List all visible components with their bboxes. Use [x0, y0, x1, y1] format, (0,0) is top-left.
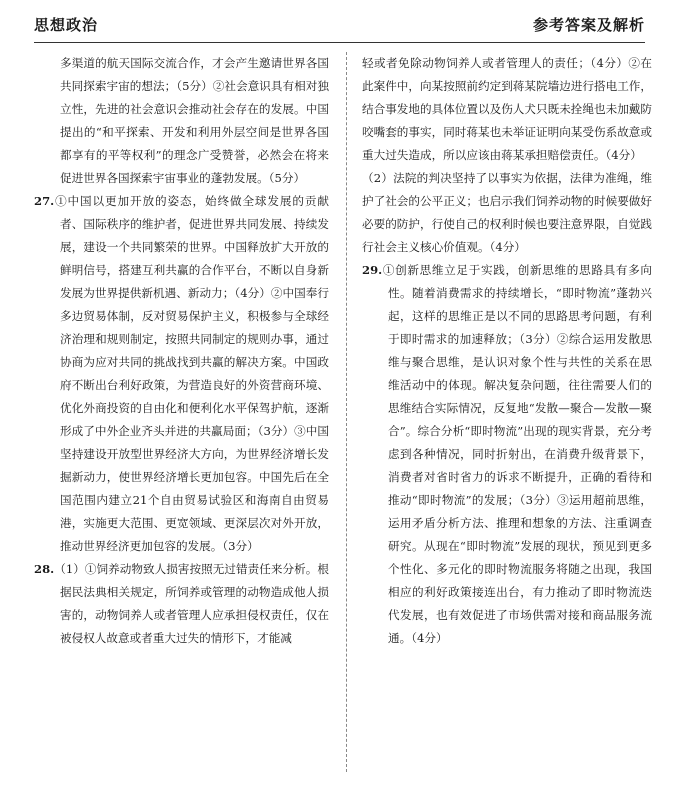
left-column — [34, 52, 329, 650]
answer-28 — [34, 558, 329, 650]
answer-29-text: ①创新思维立足于实践，创新思维的思路具有多向性。随着消费需求的持续增长，“即时物流”蓬勃兴起，这样的思维正是以不同的思路思考问题，有利于即时需求的加速释放；（3分）②综合运用发散思维与聚合思维，是认识对象个性与共性的关系在思维活动中的体现。解决复杂问题，往往需要人们的思维结合实际情况，反复地“发散—聚合—发散—聚合”。综合分析“即时物流”出现的现实背景，充分考虑到各种情况，同时折射出，在消费升级背景下，消费者对省时省力的诉求不断提升，正确的看待和推动“即时物流”的发展；（3分）③运用超前思维，运用矛盾分析方法、推理和想象的方法、注重调查研究。从现在“即时物流”发展的现状，预见到更多个性化、多元化的即时物流服务将随之出现，我国相应的利好政策接连出台，有力推动了即时物流迭代发展，也有效促进了市场供需对接和商品服务流通。（4分） — [382, 263, 652, 645]
page-header — [0, 0, 693, 44]
answer-27 — [34, 190, 329, 558]
subject-title: 思想政治 — [34, 16, 99, 34]
right-column — [362, 52, 652, 650]
answer-28-text: （1）①饲养动物致人损害按照无过错责任来分析。根据民法典相关规定，所饲养或管理的动物造成他人损害的，动物饲养人或者管理人应承担侵权责任，仅在被侵权人故意或者重大过失的情形下，才能减 — [54, 562, 329, 645]
question-number-28: 28. — [34, 562, 55, 576]
header-rule — [34, 42, 645, 43]
answer-28-part-2: （2）法院的判决坚持了以事实为依据，法律为准绳，维护了社会的公平正义；也启示我们饲养动物的时候要做好必要的防护，行使自己的权利时候也要注意界限，自觉践行社会主义核心价值观。（4分） — [362, 171, 652, 254]
section-title: 参考答案及解析 — [532, 16, 645, 34]
question-number-29: 29. — [362, 263, 383, 277]
answer-27-text: ①中国以更加开放的姿态，始终做全球发展的贡献者、国际秩序的维护者，促进世界共同发展、持续发展，建设一个共同繁荣的世界。中国释放扩大开放的鲜明信号，搭建互利共赢的合作平台，不断以自身新发展为世界提供新机遇、新动力；（4分）②中国奉行多边贸易体制，反对贸易保护主义，积极参与全球经济治理和规则制定，按照共同制定的规则办事，通过协商为应对共同的挑战找到共赢的解决方案。中国政府不断出台利好政策，为营造良好的外资营商环境、优化外商投资的自由化和便利化水平保驾护航，逐渐形成了中外企业齐头并进的共赢局面；（3分）③中国坚持建设开放型世界经济大方向，为世界经济增长发掘新动力，使世界经济增长更加包容。中国先后在全国范围内建立21个自由贸易试验区和海南自由贸易港，实施更大范围、更宽领域、更深层次对外开放，推动世界经济更加包容的发展。（3分） — [54, 194, 329, 553]
answer-28-continuation: 轻或者免除动物饲养人或者管理人的责任；（4分）②在此案件中，向某按照前约定到蒋某院墙边进行搭电工作，结合事发地的具体位置以及伤人犬只既未拴绳也未加戴防咬嘴套的事实，同时蒋某也未举证证明向某受伤系故意或重大过失造成，所以应该由蒋某承担赔偿责任。（4分） — [362, 56, 652, 162]
answer-continuation: 多渠道的航天国际交流合作，才会产生邀请世界各国共同探索宇宙的想法；（5分）②社会意识具有相对独立性，先进的社会意识会推动社会存在的发展。中国提出的“和平探索、开发和利用外层空间是世界各国都享有的平等权利”的理念广受赞誉，必然会在将来促进世界各国探索宇宙事业的蓬勃发展。（5分） — [60, 56, 329, 185]
column-divider — [346, 52, 347, 772]
question-number-27: 27. — [34, 194, 55, 208]
answer-29 — [362, 259, 652, 650]
